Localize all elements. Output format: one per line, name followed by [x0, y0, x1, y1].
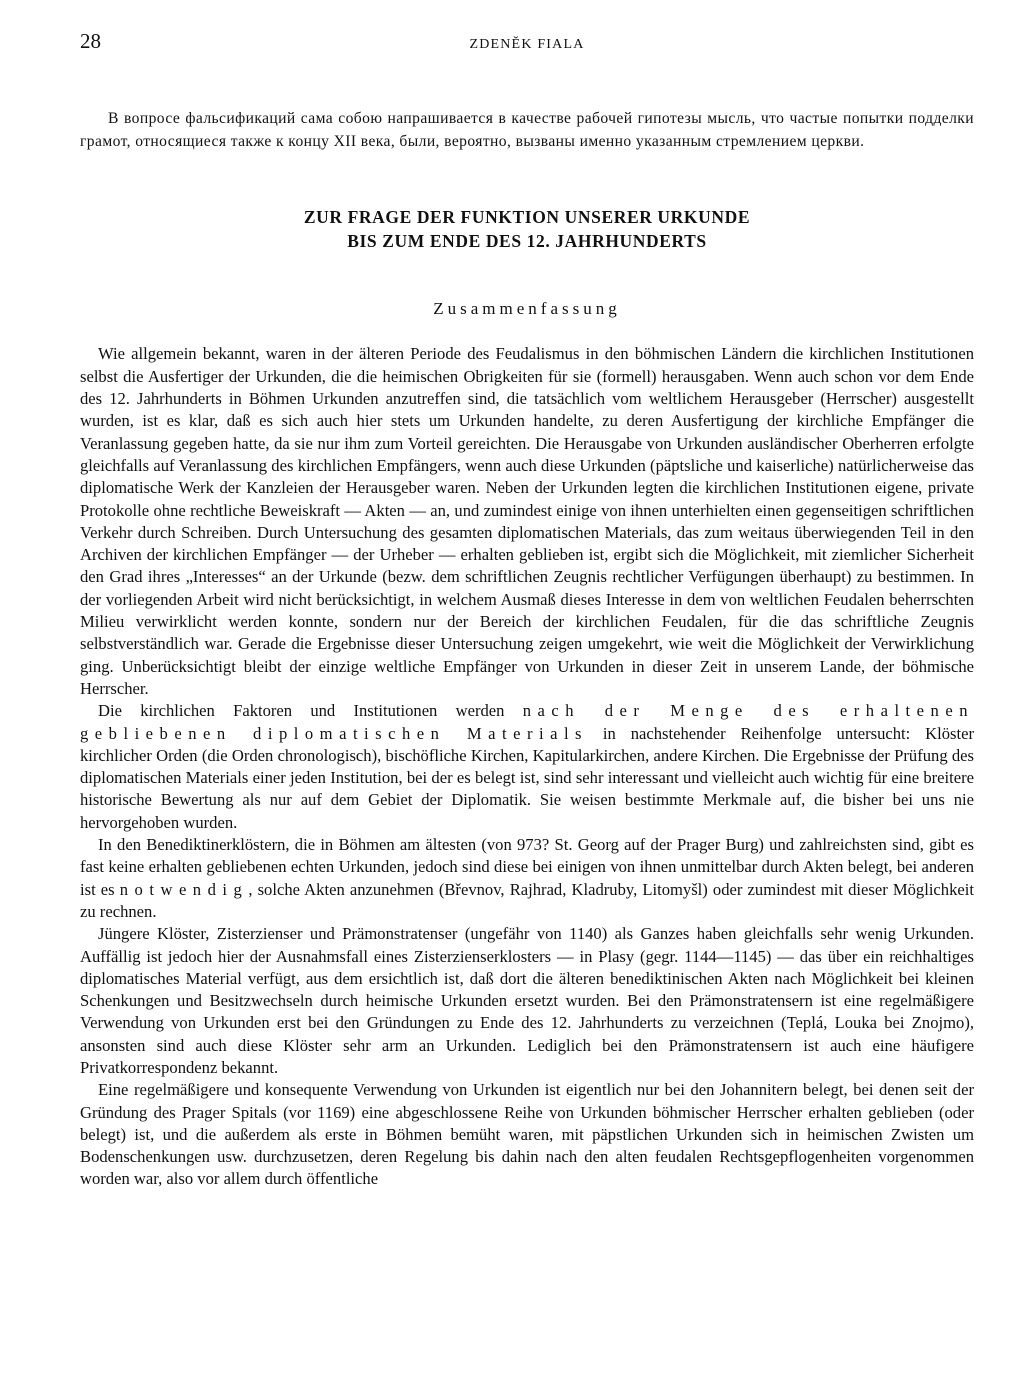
paragraph-3 [80, 834, 974, 923]
paragraph-3-text-a: In den Benediktinerklöstern, die in Böhmen am ältesten (von 973? St. Georg auf der Prager Burg) und zahlreichsten sind, gibt es fast keine erhalten gebliebenen echten Urkunden, jedoch sind diese bei einigen von ihnen unmittelbar durch Akten belegt, bei anderen ist es [80, 835, 974, 899]
section-heading: Zusammenfassung [433, 299, 621, 319]
russian-abstract: В вопросе фальсификаций сама собою напрашивается в качестве рабочей гипотезы мысль, что частые попытки подделки грамот, относящиеся также к концу XII века, были, вероятно, вызваны именно указанным стремлением церкви. [80, 110, 974, 150]
emphasized-phrase: nach der Menge des erhaltenen gebliebenen diplomatischen Materials [80, 701, 974, 743]
running-title: ZDENĚK FIALA [469, 37, 585, 52]
paragraph-2 [80, 700, 974, 834]
title-line-1: ZUR FRAGE DER FUNKTION UNSERER URKUNDE [303, 207, 751, 228]
paragraph-2-text-b: in nachstehender Reihenfolge untersucht: Klöster kirchlicher Orden (die Orden chronologisch), bischöfliche Kirchen, Kapitularkirchen, andere Kirchen. Die Ergebnisse der Prüfung des diplomatischen Materials einer jeden Institution, bei der es belegt ist, sind sehr interessant und vielleicht auch wichtig für eine breitere historische Bewertung als nur auf dem Gebiet der Diplomatik. Sie weisen bestimmte Merkmale auf, die bisher bei uns nie hervorgehoben wurden. [80, 723, 974, 832]
article-title [80, 205, 974, 253]
paragraph-5: Eine regelmäßigere und konsequente Verwendung von Urkunden ist eigentlich nur bei den Johannitern belegt, bei denen seit der Gründung des Prager Spitals (vor 1169) eine abgeschlossene Reihe von Urkunden böhmischer Herrscher erhalten geblieben (oder belegt) ist, und die außerdem als erste in Böhmen bemüht waren, mit päpstlichen Urkunden sich in heimischen Zwisten um Bodenschenkungen usw. durchzusetzen, deren Regelung bis dahin nach den alten feudalen Rechtsgepflogenheiten vorgenommen worden war, also vor allem durch öffentliche [80, 1080, 974, 1189]
paragraph-4: Jüngere Klöster, Zisterzienser und Prämonstratenser (ungefähr von 1140) als Ganzes haben gleichfalls sehr wenig Urkunden. Auffällig ist jedoch hier der Ausnahmsfall eines Zisterzienserklosters — in Plasy (gegr. 1144—1145) — das über ein reichhaltiges diplomatisches Material verfügt, aus dem ersichtlich ist, daß dort die älteren benediktinischen Akten nach Möglichkeit bei kleinen Schenkungen und Besitzwechseln durch heimische Urkunden ersetzt wurden. Bei den Prämonstratensern ist eine regelmäßigere Verwendung von Urkunden erst bei den Gründungen zu Ende des 12. Jahrhunderts zu verzeichnen (Teplá, Louka bei Znojmo), ansonsten sind auch diese Klöster sehr arm an Urkunden. Lediglich bei den Prämonstratensern ist auch eine häufigere Privatkorrespondenz bekannt. [80, 924, 974, 1077]
paragraph-3-text-b: , solche Akten anzunehmen (Břevnov, Rajhrad, Kladruby, Litomyšl) oder zumindest mit dieser Möglichkeit zu rechnen. [80, 879, 974, 921]
page-number: 28 [80, 29, 101, 53]
paragraph-2-text-a: Die kirchlichen Faktoren und Institutionen werden [98, 701, 505, 721]
summary-body [80, 343, 974, 1190]
emphasized-word: notwendig [119, 879, 249, 899]
paragraph-1: Wie allgemein bekannt, waren in der älteren Periode des Feudalismus in den böhmischen Ländern die kirchlichen Institutionen selbst die Ausfertiger der Urkunden, die die heimischen Obrigkeiten für sie (formell) herausgaben. Wenn auch schon vor dem Ende des 12. Jahrhunderts in Böhmen Urkunden anzutreffen sind, die tatsächlich vom weltlichem Herausgeber (Herrscher) ausgestellt wurden, ist es klar, daß es sich auch hier stets um Urkunden handelte, zu deren Ausfertigung der kirchliche Empfänger die Veranlassung gegeben hatte, da sie nur ihm zum Vorteil gereichten. Die Herausgabe von Urkunden ausländischer Oberherren erfolgte gleichfalls auf Veranlassung des kirchlichen Empfängers, wenn auch diese Urkunden (päptsliche und kaiserliche) natürlicherweise das diplomatische Werk der Kanzleien der Herausgeber waren. Neben der Urkunden legten die kirchlichen Institutionen eigene, private Protokolle ohne rechtliche Beweiskraft — Akten — an, und zumindest einige von ihnen unterhielten einen gegenseitigen schriftlichen Verkehr durch Schreiben. Durch Untersuchung des gesamten diplomatischen Materials, das zum weitaus überwiegenden Teil in den Archiven der kirchlichen Empfänger — der Urheber — erhalten geblieben ist, ergibt sich die Möglichkeit, mit ziemlicher Sicherheit den Grad ihres „Interesses“ an der Urkunde (bezw. dem schriftlichen Zeugnis rechtlicher Verfügungen überhaupt) zu bestimmen. In der vorliegenden Arbeit wird nicht berücksichtigt, in welchem Ausmaß dieses Interesse in dem von weltlichen Feudalen beherrschten Milieu verwirklicht werden konnte, sondern nur der Bereich der kirchlichen Feudalen, für die das schriftliche Zeugnis selbstverständlich war. Gerade die Ergebnisse dieser Untersuchung zeigen umgekehrt, wie weit die Möglichkeit der Verwirklichung ging. Unberücksichtigt bleibt der einzige weltliche Empfänger von Urkunden in dieser Zeit in unserem Lande, der böhmische Herrscher. [80, 344, 974, 698]
title-line-2: BIS ZUM ENDE DES 12. JAHRHUNDERTS [347, 231, 707, 252]
running-head [80, 28, 974, 58]
